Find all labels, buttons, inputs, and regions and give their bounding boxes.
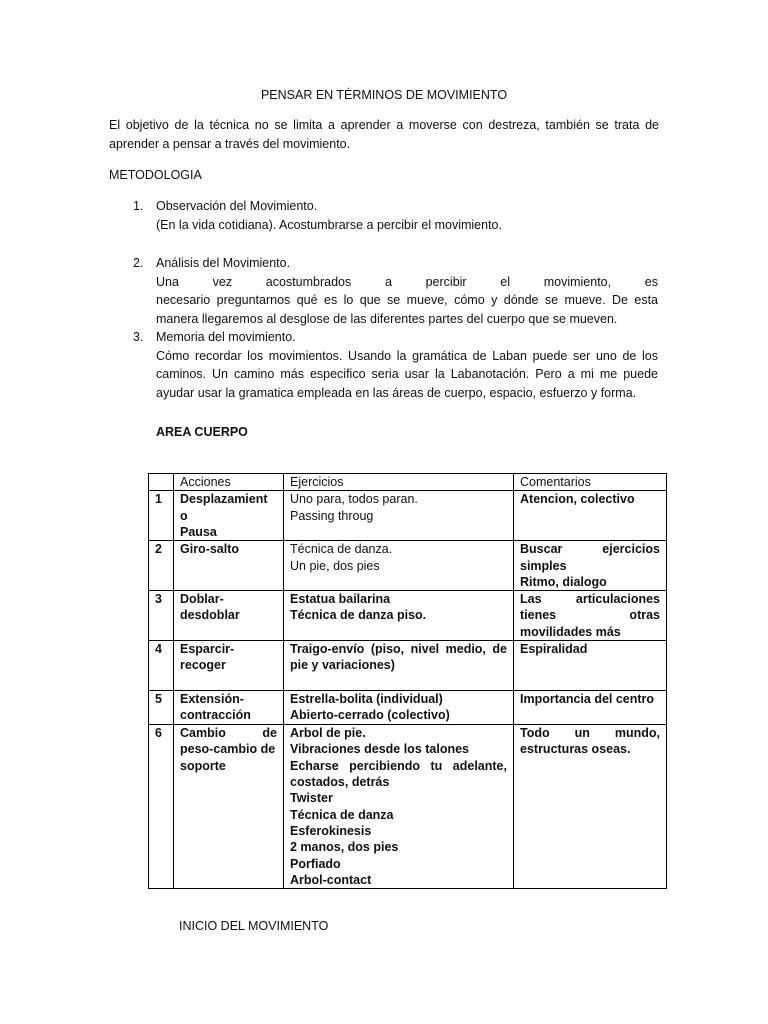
ejercicio-line: Esferokinesis: [290, 823, 372, 838]
ejercicio-line: Técnica de danza piso.: [290, 608, 427, 623]
ejercicio-line: Porfiado: [290, 856, 341, 871]
ejercicio-line: Un pie, dos pies: [290, 558, 380, 573]
ejercicio-line: Passing throug: [290, 508, 374, 523]
list-number-2: 2.: [133, 256, 144, 270]
comentario-line: simples: [520, 558, 567, 573]
table-row: [149, 591, 667, 641]
row-comentarios: [514, 491, 667, 541]
ejercicio-line: Arbol-contact: [290, 872, 372, 887]
row-ejercicios: [284, 491, 514, 541]
list-item-3: [156, 328, 658, 402]
ejercicio-line: Estrella-bolita (individual): [290, 692, 443, 707]
row-accion: [174, 725, 284, 889]
ejercicio-line: Abierto-cerrado (colectivo): [290, 708, 450, 723]
table-header-row: [149, 474, 667, 491]
ejercicio-line: Vibraciones desde los talones: [290, 742, 470, 757]
row-accion: [174, 541, 284, 591]
ejercicio-line: Traigo-envío (piso, nivel medio, de: [290, 642, 507, 657]
list-item-line: Cómo recordar los movimientos. Usando la gramática de Laban puede ser uno de los: [156, 348, 658, 363]
accion-line: Doblar-: [180, 592, 224, 607]
intro-line-2: aprender a pensar a través del movimiento.: [109, 136, 351, 151]
accion-line: recoger: [180, 658, 226, 673]
row-number: 4: [149, 641, 174, 691]
accion-line: Desplazamient: [180, 492, 268, 507]
accion-line: Cambio de: [180, 726, 277, 741]
accion-line: o: [180, 508, 188, 523]
document-title: PENSAR EN TÉRMINOS DE MOVIMIENTO: [260, 88, 508, 102]
row-number: 5: [149, 691, 174, 725]
list-item-line: (En la vida cotidiana). Acostumbrarse a percibir el movimiento.: [156, 217, 502, 232]
list-item-heading: Observación del Movimiento.: [156, 199, 318, 213]
ejercicio-line: Echarse percibiendo tu adelante,: [290, 758, 507, 773]
row-ejercicios: [284, 725, 514, 889]
ejercicio-line: Twister: [290, 791, 333, 806]
intro-line-1: El objetivo de la técnica no se limita a aprender a moverse con destreza, también se trata de: [109, 118, 659, 132]
comentario-line: movilidades más: [520, 624, 621, 639]
comentario-line: Buscar ejercicios: [520, 542, 660, 557]
list-item-heading: Análisis del Movimiento.: [156, 256, 291, 270]
ejercicio-line: Uno para, todos paran.: [290, 492, 418, 507]
accion-line: soporte: [180, 758, 226, 773]
ejercicio-line: pie y variaciones): [290, 658, 395, 673]
row-number: 1: [149, 491, 174, 541]
comentario-line: Las articulaciones: [520, 592, 660, 607]
comentario-line: Espiralidad: [520, 642, 588, 657]
accion-line: Extensión-: [180, 692, 244, 707]
table-header-num: [149, 474, 174, 491]
accion-line: Giro-salto: [180, 542, 240, 557]
table-header-acciones: Acciones: [174, 474, 284, 491]
accion-line: peso-cambio de: [180, 742, 276, 757]
row-number: 6: [149, 725, 174, 889]
ejercicio-line: costados, detrás: [290, 775, 390, 790]
row-number: 2: [149, 541, 174, 591]
list-item-line: ayudar usar la gramatica empleada en las áreas de cuerpo, espacio, esfuerzo y forma.: [156, 385, 637, 400]
ejercicio-line: 2 manos, dos pies: [290, 840, 399, 855]
table-row: [149, 725, 667, 889]
list-item-line: caminos. Un camino más especifico seria usar la Labanotación. Pero a mi me puede: [156, 367, 658, 381]
intro-paragraph: [109, 116, 659, 153]
list-item-1: [156, 197, 658, 234]
accion-line: desdoblar: [180, 608, 240, 623]
accion-line: contracción: [180, 708, 251, 723]
area-cuerpo-heading: AREA CUERPO: [156, 425, 248, 439]
table-row: [149, 491, 667, 541]
accion-line: Pausa: [180, 524, 217, 539]
ejercicio-line: Arbol de pie.: [290, 726, 366, 741]
row-comentarios: [514, 691, 667, 725]
row-accion: [174, 691, 284, 725]
row-comentarios: [514, 725, 667, 889]
list-number-1: 1.: [133, 199, 144, 213]
comentario-line: Todo un mundo,: [520, 726, 660, 741]
comentario-line: estructuras oseas.: [520, 742, 631, 757]
table-row: [149, 641, 667, 691]
row-ejercicios: [284, 591, 514, 641]
comentario-line: tienes otras: [520, 608, 660, 623]
row-comentarios: [514, 591, 667, 641]
ejercicio-line: Técnica de danza: [290, 807, 394, 822]
comentario-line: Importancia del centro: [520, 692, 655, 707]
row-comentarios: [514, 641, 667, 691]
list-item-line: Una vez acostumbrados a percibir el movimiento, es: [156, 274, 658, 289]
inicio-heading: INICIO DEL MOVIMIENTO: [179, 919, 329, 933]
row-accion: [174, 491, 284, 541]
row-accion: [174, 641, 284, 691]
row-number: 3: [149, 591, 174, 641]
row-accion: [174, 591, 284, 641]
area-cuerpo-table: [148, 473, 667, 889]
metodologia-heading: METODOLOGIA: [109, 168, 202, 182]
accion-line: Esparcir-: [180, 642, 235, 657]
table-header-ejercicios: Ejercicios: [284, 474, 514, 491]
row-ejercicios: [284, 541, 514, 591]
list-number-3: 3.: [133, 330, 144, 344]
row-ejercicios: [284, 691, 514, 725]
row-ejercicios: [284, 641, 514, 691]
table-row: [149, 541, 667, 591]
ejercicio-line: Estatua bailarina: [290, 592, 391, 607]
table-row: [149, 691, 667, 725]
list-item-2: [156, 254, 658, 328]
row-comentarios: [514, 541, 667, 591]
table-header-comentarios: Comentarios: [514, 474, 667, 491]
comentario-line: Ritmo, dialogo: [520, 574, 607, 589]
ejercicio-line: Técnica de danza.: [290, 542, 393, 557]
list-item-heading: Memoria del movimiento.: [156, 330, 296, 344]
list-item-line: necesario preguntarnos qué es lo que se mueve, cómo y dónde se mueve. De esta: [156, 293, 658, 307]
list-item-line: manera llegaremos al desglose de las diferentes partes del cuerpo que se mueven.: [156, 311, 618, 326]
comentario-line: Atencion, colectivo: [520, 492, 635, 507]
